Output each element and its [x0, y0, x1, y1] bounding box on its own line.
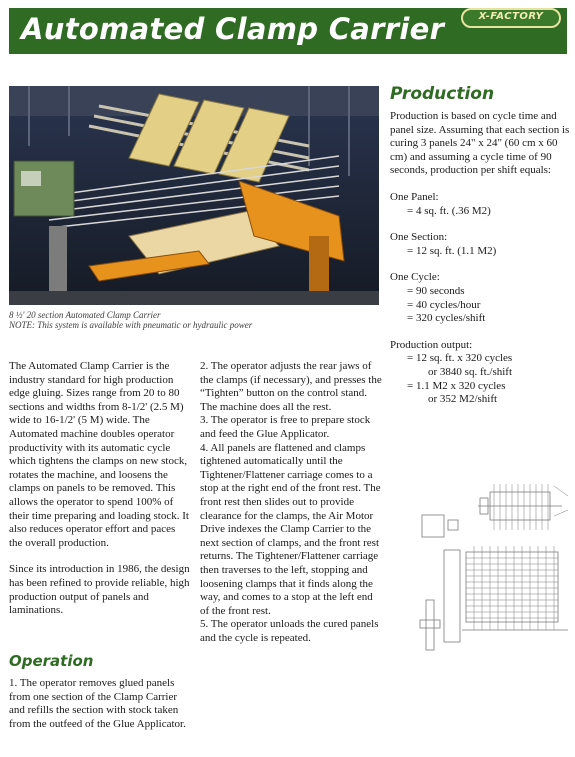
one-panel-label: One Panel:	[390, 190, 439, 203]
output-label: Production output:	[390, 338, 473, 351]
output-line-4: or 352 M2/shift	[428, 393, 498, 406]
title-banner	[9, 8, 567, 54]
operation-step-1: 1. The operator removes glued panels from one section of the Clamp Carrier and refills the section with stock taken from the outfeed of the Glue Applicator.	[9, 677, 186, 730]
operation-step-4: 4. All panels are flattened and clamps tightened automatically until the Tightener/Flattener carriage comes to a stop at the right end of the front rest. The front rest then slides out to provide clearance for the clamps, the Air Motor Drive indexes the Clamp Carrier to the next section of clamps, and the front rest returns. The Tightener/Flattener carriage then traverses to the left, stopping and loosening clamps that it finds along the way, and comes to a stop at the left end of the front rest.	[200, 441, 381, 617]
production-heading: Production	[390, 84, 495, 104]
intro-paragraph-1: The Automated Clamp Carrier is the industry standard for high production edge gluing. Sizes range from 20 to 80 sections and widths from 8-1/2' (2.5 M) wide to 16-1/2' (5 M) wide. The Automated machine doubles operator productivity with its automatic cycle which tightens the clamps on new stock, rotates the machine, and loosens the clamps on panels to be removed. This allows the operator to spend 100% of their time preparing and loading stock. It also reduces operator effort and paces the overall production.	[9, 360, 189, 549]
operation-step-2: 2. The operator adjusts the rear jaws of the clamps (if necessary), and presses the “Tighten” button on the control stand. The machine does all the rest.	[200, 360, 382, 413]
one-cycle-block	[390, 271, 570, 325]
operation-step-3: 3. The operator is free to prepare stock and feed the Glue Applicator.	[200, 414, 371, 440]
one-cycle-label: One Cycle:	[390, 271, 440, 284]
one-panel-value: = 4 sq. ft. (.36 M2)	[407, 204, 491, 217]
logo-text: X-FACTORY	[478, 11, 544, 22]
one-cycle-value-3: = 320 cycles/shift	[407, 312, 486, 325]
one-cycle-value-1: = 90 seconds	[407, 284, 465, 297]
operation-heading: Operation	[9, 652, 94, 670]
production-output-block	[390, 339, 570, 407]
output-line-1: = 12 sq. ft. x 320 cycles	[407, 352, 513, 365]
production-column	[390, 110, 570, 420]
one-section-block	[390, 231, 570, 258]
operation-steps-column	[200, 360, 382, 645]
technical-drawing	[418, 480, 572, 655]
machine-photo	[9, 86, 379, 305]
operation-step-5: 5. The operator unloads the cured panels and the cycle is repeated.	[200, 618, 379, 644]
production-intro: Production is based on cycle time and panel size. Assuming that each section is curing 3 panels 24" x 24" (60 cm x 60 cm) and assuming a cycle time of 90 seconds, production per shift equals:	[390, 110, 570, 177]
page-title: Automated Clamp Carrier	[21, 12, 445, 46]
machine-photo-illustration	[9, 86, 379, 305]
x-factory-logo	[461, 8, 561, 28]
intro-paragraph-2: Since its introduction in 1986, the design has been refined to provide reliable, high production output of panels and laminations.	[9, 563, 190, 617]
one-panel-block	[390, 191, 570, 218]
intro-column	[9, 360, 191, 631]
output-line-3: = 1.1 M2 x 320 cycles	[407, 379, 506, 392]
photo-caption	[9, 310, 381, 330]
one-cycle-value-2: = 40 cycles/hour	[407, 298, 481, 311]
one-section-label: One Section:	[390, 231, 448, 244]
caption-line-1: 8 ½' 20 section Automated Clamp Carrier	[9, 310, 161, 320]
one-section-value: = 12 sq. ft. (1.1 M2)	[407, 244, 497, 257]
caption-line-2: NOTE: This system is available with pneumatic or hydraulic power	[9, 320, 253, 330]
output-line-2: or 3840 sq. ft./shift	[428, 365, 513, 378]
